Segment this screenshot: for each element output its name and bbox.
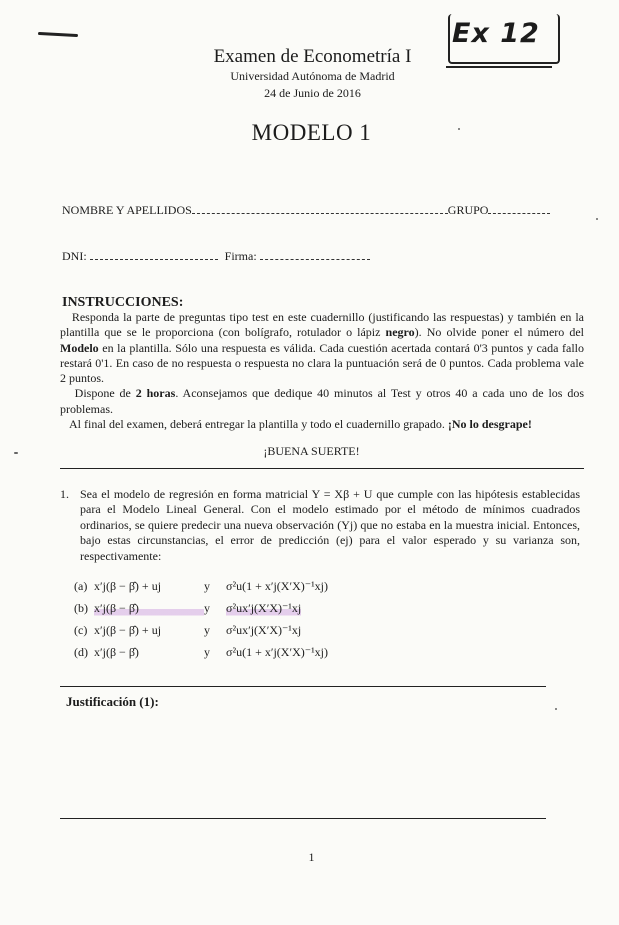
question-number: 1.: [60, 487, 69, 501]
scan-speck: [14, 452, 18, 454]
question-1: [60, 487, 580, 564]
scan-speck: [596, 218, 598, 220]
option-c[interactable]: (c) x′j(β − β̂) + uj y σ²ux′j(X′X)⁻¹xj: [74, 623, 302, 637]
pen-mark: [38, 32, 78, 37]
scan-speck: [555, 708, 557, 710]
instructions-paragraph-2: Dispone de 2 horas. Aconsejamos que dedique 40 minutos al Test y otros 40 a cada uno de los dos problemas.: [60, 386, 585, 416]
exam-date: 24 de Junio de 2016: [264, 86, 361, 100]
question-text: Sea el modelo de regresión en forma matricial Y = Xβ + U que cumple con las hipótesis establecidas para el Modelo Lineal General. Con el modelo estimado por el método de mínimos cuadrados ordinarios, se quiere predecir una nueva observación (Yj) que no estaba en la muestra inicial. Entonces, bajo estas circunstancias, el error de predicción (ej) para el valor esperado y su varianza son, respectivamente:: [80, 487, 580, 563]
option-d[interactable]: (d) x′j(β − β̂) y σ²u(1 + x′j(X′X)⁻¹xj): [74, 645, 328, 659]
university-name: Universidad Autónoma de Madrid: [230, 69, 395, 83]
page-number: 1: [308, 850, 315, 864]
instructions-body: [60, 310, 584, 432]
dni-field[interactable]: [90, 250, 218, 260]
name-field[interactable]: [192, 204, 448, 214]
dni-label: DNI:: [62, 249, 87, 263]
justification-label: Justificación (1):: [66, 694, 159, 709]
exam-title: Examen de Econometría I: [213, 46, 412, 67]
section-divider: [60, 468, 584, 469]
exam-header: [0, 46, 619, 101]
signature-field[interactable]: [260, 250, 370, 260]
justification-bottom-rule: [60, 818, 546, 819]
justification-area[interactable]: [60, 712, 546, 812]
name-label: NOMBRE Y APELLIDOS: [62, 203, 192, 217]
scan-speck: [458, 128, 460, 130]
option-b-highlight: x′j(β − β̂): [94, 597, 204, 619]
instructions-heading: INSTRUCCIONES:: [62, 295, 184, 310]
model-title: MODELO 1: [251, 120, 372, 145]
instructions-paragraph-3: Al final del examen, deberá entregar la plantilla y todo el cuadernillo grapado. ¡No lo desgrape!: [69, 417, 532, 432]
justification-top-rule: [60, 686, 546, 687]
handwritten-exam-number: Ex 12: [452, 18, 540, 49]
option-b[interactable]: (b) x′j(β − β̂) y σ²ux′j(X′X)⁻¹xj: [74, 597, 328, 619]
option-a[interactable]: (a) x′j(β − β̂) + uj y σ²u(1 + x′j(X′X)⁻¹xj): [74, 579, 328, 593]
group-label: GRUPO: [447, 203, 489, 217]
answer-options: [74, 575, 328, 663]
group-field[interactable]: [488, 204, 550, 214]
signature-label: Firma:: [224, 249, 257, 263]
name-group-row: [62, 203, 550, 218]
good-luck-text: ¡BUENA SUERTE!: [263, 444, 360, 458]
instructions-paragraph-1: Responda la parte de preguntas tipo test en este cuadernillo (justificando las respuestas) y también en la plantilla que se le proporciona (con bolígrafo, rotulador o lápiz negro). No olvide poner el número del Modelo en la plantilla. Sólo una respuesta es válida. Cada cuestión acertada contará 0'3 puntos y cada fallo restará 0'1. En caso de no respuesta o respuesta no clara la puntuación será de 0 puntos. Cada problema vale 2 puntos.: [60, 310, 584, 386]
dni-signature-row: [62, 249, 370, 264]
